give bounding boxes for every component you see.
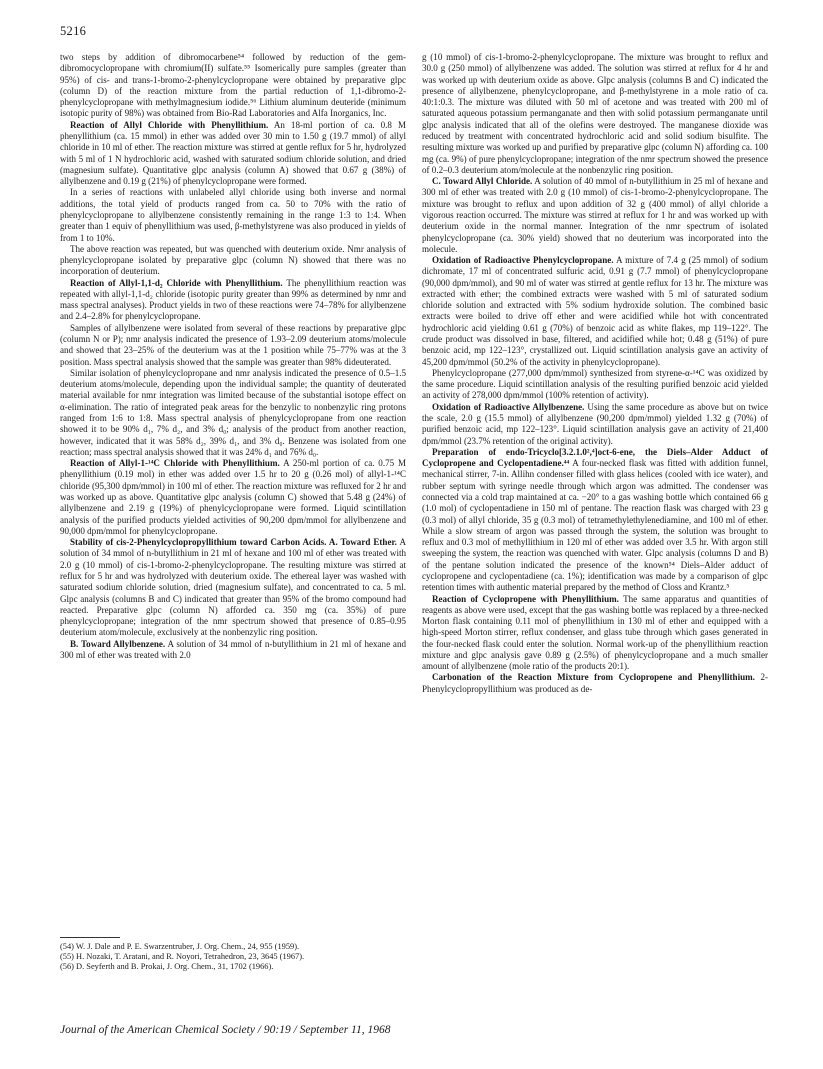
paragraph: Stability of cis-2-Phenylcyclopropyllithium toward Carbon Acids. A. Toward Ether. A solution of 34 mmol of n-butyllithium in 21 ml of hexane and 100 ml of ether was treated with 2.0 g (10 mmol) of cis-1-bromo-2-phenylcyclopropane. The resulting mixture was stirred at reflux for 5 hr and was hydrolyzed with deuterium oxide. The ethereal layer was washed with saturated sodium chloride solution, dried (magnesium sulfate), and concentrated to ca. 5 ml. Glpc analysis (columns B and C) indicated that greater than 95% of the bromo compound had reacted. Preparative glpc (column N) afforded ca. 350 mg (ca. 35%) of pure phenylcyclopropane; integration of the nmr spectrum showed that presence of 0.85–0.95 deuterium atom/molecule, exclusively at the nonbenzylic ring position. bbox=[60, 537, 406, 638]
paragraph: Preparation of endo-Tricyclo[3.2.1.0²,⁴]oct-6-ene, the Diels–Alder Adduct of Cyclopropene and Cyclopentadiene.⁴⁴ A four-necked flask was fitted with addition funnel, mechanical stirrer, 7-in. Allihn condenser filled with glass helices (cooled with ice water), and rubber septum with syringe needle through which argon was admitted. The condenser was connected via a cold trap maintained at ca. −20° to a gas washing bottle which contained 66 g (1.0 mol) of cyclopentadiene in 150 ml of pentane. The reaction flask was charged with 23 g (0.3 mol) of allyl chloride, 35 g (0.3 mol) of tetramethylethylenediamine, and 100 ml of ether. While a slow stream of argon was passed through the system, the solution was brought to reflux and 0.3 mol of methyllithium in 120 ml of ether was added over 3.5 hr. With argon still sweeping the system, the reaction was quenched with water. Glpc analysis (columns D and B) of the pentane solution indicated the presence of the known⁵⁴ Diels–Alder adduct of cyclopropene and cyclopentadiene (ca. 1%); identification was made by a comparison of glpc retention times with authentic material prepared by the method of Closs and Krantz.⁵ bbox=[422, 446, 768, 593]
paragraph: Reaction of Allyl-1-¹⁴C Chloride with Phenyllithium. A 250-ml portion of ca. 0.75 M phenyllithium (0.19 mol) in ether was added over 1.5 hr to 20 g (0.26 mol) of allyl-1-¹⁴C chloride (95,300 dpm/mmol) in 100 ml of ether. The reaction mixture was refluxed for 2 hr and was worked up as above. Quantitative glpc analysis (column C) showed that 5.48 g (24%) of allylbenzene and 2.19 g (19%) of phenylcyclopropane were formed. Liquid scintillation analysis of the purified products yielded activities of 90,200 dpm/mmol for allylbenzene and 90,000 dpm/mmol for phenylcyclopropane. bbox=[60, 458, 407, 536]
paragraph: Oxidation of Radioactive Phenylcyclopropane. A mixture of 7.4 g (25 mmol) of sodium dichromate, 17 ml of concentrated sulfuric acid, 0.91 g (7.7 mmol) of phenylcyclopropane (90,000 dpm/mmol), and 90 ml of water was stirred at gentle reflux for 13 hr. The mixture was extracted with ether; the combined extracts were washed with 5 ml of saturated sodium chloride solution and extracted with 5% sodium hydroxide solution. The combined basic extracts were boiled to drive off ether and were acidified while hot with concentrated hydrochloric acid yielding 0.61 g (70%) of benzoic acid as white flakes, mp 119–122°. The crude product was dissolved in base, filtered, and acidified while hot; 0.48 g (51%) of pure benzoic acid, mp 122–123°, crystallized out. Liquid scintillation analysis gave an activity of 45,200 dpm/mmol (50.2% of the activity in phenylcyclopropane). bbox=[422, 255, 769, 367]
page-number: 5216 bbox=[60, 24, 87, 38]
paragraph: two steps by addition of dibromocarbene⁵⁴ followed by reduction of the gem-dibromocyclopropane with chromium(II) sulfate.⁵⁵ Isomerically pure samples (greater than 95%) of cis- and trans-1-bromo-2-phenylcyclopropane were obtained by preparative glpc (column D) of the reaction mixture from the partial reduction of 1,1-dibromo-2-phenylcyclopropane with methylmagnesium iodide.⁵⁶ Lithium aluminum deuteride (minimum isotopic purity of 98%) was obtained from Bio-Rad Laboratories and Alfa Inorganics, Inc. bbox=[60, 52, 406, 119]
paragraph: C. Toward Allyl Chloride. A solution of 40 mmol of n-butyllithium in 25 ml of hexane and 300 ml of ether was treated with 2.0 g (10 mmol) of cis-1-bromo-2-phenylcyclopropane. The mixture was brought to reflux and upon addition of 32 g (400 mmol) of allyl chloride a vigorous reaction occurred. The mixture was stirred at reflux for 1 hr and was worked up with deuterium oxide in the normal manner. Integration of the nmr spectrum of isolated phenylcyclopropane (ca. 30% yield) showed that no deuterium was incorporated into the molecule. bbox=[422, 176, 768, 254]
paragraph: Reaction of Cyclopropene with Phenyllithium. The same apparatus and quantities of reagents as above were used, except that the gas washing bottle was replaced by a three-necked Morton flask containing 0.11 mol of phenyllithium in 130 ml of ether and equipped with a high-speed Morton stirrer, reflux condenser, and glass tube through which gases generated in the four-necked flask could enter the solution. Normal work-up of the phenyllithium reaction mixture and glpc analysis gave 0.89 g (2.5%) of phenylcyclopropane and a much smaller amount of allylbenzene (mole ratio of the products 20:1). bbox=[422, 593, 768, 672]
footnote: (56) D. Seyferth and B. Prokai, J. Org. Chem., 31, 1702 (1966). bbox=[60, 962, 274, 972]
paragraph: B. Toward Allylbenzene. A solution of 34 mmol of n-butyllithium in 21 ml of hexane and 300 ml of ether was treated with 2.0 bbox=[60, 638, 406, 660]
paragraph: Phenylcyclopropane (277,000 dpm/mmol) synthesized from styrene-α-¹⁴C was oxidized by the same procedure. Liquid scintillation analysis of the resulting purified benzoic acid yielded an activity of 278,000 dpm/mmol (100% retention of activity). bbox=[422, 367, 768, 401]
paragraph: Samples of allylbenzene were isolated from several of these reactions by preparative glpc (column N or P); nmr analysis indicated the presence of 1.93–2.09 deuterium atoms/molecule and showed that 23–25% of the deuterium was at the 1 position while 75–77% was at the 3 position. Mass spectral analysis showed that the sample was greater than 98% dideuterated. bbox=[60, 322, 406, 367]
paragraph: Carbonation of the Reaction Mixture from Cyclopropene and Phenyllithium. 2-Phenylcyclopropyllithium was produced as de- bbox=[422, 672, 768, 694]
paragraph: In a series of reactions with unlabeled allyl chloride using both inverse and normal additions, the total yield of products ranged from ca. 50 to 70% with the ratio of phenylcyclopropane to allylbenzene consistently remaining in the range 1:3 to 1:4. When greater than 1 equiv of phenyllithium was used, β-methylstyrene was also produced in yields of from 1 to 10%. bbox=[60, 187, 406, 243]
footnote: (55) H. Nozaki, T. Aratani, and R. Noyori, Tetrahedron, 23, 3645 (1967). bbox=[60, 952, 305, 962]
paragraph: The above reaction was repeated, but was quenched with deuterium oxide. Nmr analysis of phenylcyclopropane isolated by preparative glpc (column N) showed that there was no incorporation of deuterium. bbox=[60, 243, 406, 277]
footnotes bbox=[60, 942, 406, 973]
paragraph: Reaction of Allyl Chloride with Phenyllithium. An 18-ml portion of ca. 0.8 M phenyllithium (ca. 15 mmol) in ether was added over 30 min to 1.50 g (19.7 mmol) of allyl chloride in 10 ml of ether. The reaction mixture was stirred at gentle reflux for 5 hr, hydrolyzed with 5 ml of 1 N hydrochloric acid, washed with saturated sodium chloride solution, and dried (magnesium sulfate). Quantitative glpc analysis (column A) showed that 0.67 g (38%) of allylbenzene and 0.19 g (21%) of phenylcyclopropane were formed. bbox=[60, 119, 407, 187]
paragraph: Similar isolation of phenylcyclopropane and nmr analysis indicated the presence of 0.5–1.5 deuterium atoms/molecule, depending upon the individual sample; the quantity of deuterated material available for nmr integration was limited because of the substantial isotope effect on α-elimination. The ratio of integrated peak areas for the benzylic to nonbenzylic ring protons ranged from 1:6 to 1:8. Mass spectral analysis of phenylcyclopropane from one reaction showed it to be 90% d₁, 7% d₂, and 3% d₀; analysis of the product from another reaction, however, indicated that it was 58% d₂, 39% d₁, and 3% d₀. Benzene was isolated from one reaction; mass spectral analysis showed that it was 24% d₁ and 76% d₀. bbox=[60, 367, 406, 457]
paragraph: g (10 mmol) of cis-1-bromo-2-phenylcyclopropane. The mixture was brought to reflux and 30.0 g (250 mmol) of allylbenzene was added. The solution was stirred at reflux for 4 hr and was worked up with deuterium oxide as above. Glpc analysis (columns B and C) indicated the presence of allylbenzene, phenylcyclopropane, and β-methylstyrene in a mole ratio of ca. 40:1:0.3. The mixture was diluted with 50 ml of acetone and was treated with 200 ml of saturated aqueous potassium permanganate and then with solid potassium permanganate until glpc analysis indicated that all of the olefins were destroyed. The manganese dioxide was reduced by treatment with concentrated hydrochloric acid and solid sodium bisulfite. The resulting mixture was worked up and purified by preparative glpc (column N) affording ca. 100 mg (ca. 9%) of pure phenylcyclopropane; integration of the nmr spectrum showed the presence of 0.2–0.3 deuterium atom/molecule at the nonbenzylic ring position. bbox=[422, 52, 768, 175]
paragraph: Oxidation of Radioactive Allylbenzene. Using the same procedure as above but on twice the scale, 2.0 g (15.5 mmol) of allylbenzene (90,200 dpm/mmol) yielded 1.32 g (70%) of purified benzoic acid, mp 122–123°. Liquid scintillation analysis gave an activity of 21,400 dpm/mmol (23.7% retention of the original activity). bbox=[422, 401, 769, 446]
running-footer: Journal of the American Chemical Society / 90:19 / September 11, 1968 bbox=[60, 1024, 391, 1036]
left-column bbox=[60, 52, 406, 661]
footnote: (54) W. J. Dale and P. E. Swarzentruber, J. Org. Chem., 24, 955 (1959). bbox=[60, 942, 300, 951]
paragraph: Reaction of Allyl-1,1-d₂ Chloride with Phenyllithium. The phenyllithium reaction was repeated with allyl-1,1-d₂ chloride (isotopic purity greater than 99% as determined by nmr and mass spectral analyses). Product yields in two of these reactions were 74–78% for allylbenzene and 2.4–2.8% for phenylcyclopropane. bbox=[60, 277, 406, 322]
footnote-rule bbox=[60, 937, 120, 938]
right-column bbox=[422, 52, 768, 695]
